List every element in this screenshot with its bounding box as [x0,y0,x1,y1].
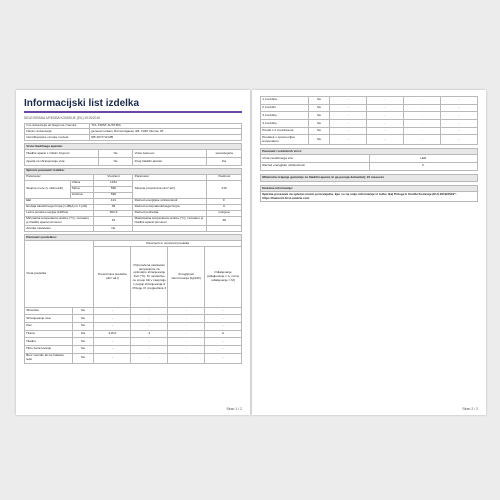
compartment-cell: - [404,127,441,135]
dim-label: Globina [70,192,94,198]
supplier-value: TCL FIRST AUSTRIA [90,123,242,129]
address-value: general contact, Romundgasse 3/8, 1030 Vienna, AT [90,129,242,135]
address-label: Naslov dobavitelja: [25,129,90,135]
cell: samostoječa [207,150,242,158]
compartment-present: Da [72,330,94,338]
section-appliance-type: Vrsta hladilnega aparata: [25,144,242,150]
param-row-label-2: Razred podnebja: [133,210,207,216]
compartment-present: Ne [308,135,330,145]
param-row-value-2 [207,226,242,232]
param-row-value-2: 38 [207,216,242,226]
cell: Aparat za shranjevanje vina: [25,158,99,166]
compartment-name: Hitro zamrzovanje [25,346,73,354]
compartment-col-header: Zmogljivost zamrzovanja (kg/24h) [168,247,205,307]
header-value: Vrednost [94,174,133,180]
compartment-present: Ne [308,97,330,105]
compartment-cell: - [441,120,478,128]
param-row-label: EEI [25,198,94,204]
compartment-cell: - [330,120,367,128]
header-value-2: Vrednost [207,174,242,180]
compartment-name: 1 zvezdica [261,97,309,105]
compartment-cell: - [441,104,478,112]
compartment-cell: - [367,104,404,112]
volume-value: 215 [207,180,242,198]
light-label: Razred energijske učinkovitosti [261,162,370,170]
additional-info-table [260,185,478,202]
compartment-type-header: Vrsta predelka [25,241,94,307]
compartment-cell: - [441,112,478,120]
compartment-cell: - [131,353,168,363]
compartment-cell: - [94,346,131,354]
compartments-table-continued [260,96,478,145]
param-row-value: 38 [94,204,133,210]
param-row-label-2: Maksimalna temperatura okolice (°C), za katero je hladilni aparat primeren [133,216,207,226]
compartment-cell: - [94,322,131,330]
compartment-cell: A [205,330,242,338]
compartment-cell: - [131,338,168,346]
dim-value: 596 [94,192,133,198]
model-label: Identifikacijska oznaka modela: [25,135,90,141]
compartment-cell: - [404,97,441,105]
compartment-cell: - [168,315,205,323]
document-title: Informacijski list izdelka [24,98,140,109]
additional-info-text: Spletna povezava na spletno mesto proizvajalca, kjer so na voljo informacije iz točke 4(a) Priloge k Uredbi Komisije (EU) 2019/2019*: https://www.tcl-first-austria.com [261,192,478,202]
cell: Drug hladilni aparat: [133,158,207,166]
compartment-cell: - [94,307,131,315]
compartment-cell: - [94,315,131,323]
section-compartments: Parametri predelkov: [25,235,242,241]
compartment-group-header: Parametri in vrednosti predelka [94,241,242,247]
compartment-cell: - [131,346,168,354]
supplier-label: Ime dobavitelja ali blagovna znamka: [25,123,90,129]
light-value: LED [369,155,478,163]
compartment-cell: 4 [131,330,168,338]
compartment-cell: - [404,104,441,112]
compartment-cell: - [441,135,478,145]
compartment-present: Ne [308,104,330,112]
param-row-label-2: Razred energijske učinkovitosti [133,198,207,204]
compartment-cell: - [205,353,242,363]
compartment-present: Ne [72,346,94,354]
compartment-col-header: Odtaljevanje (odtaljevanje = A, ročno odtaljevanje = M) [205,247,242,307]
document-page-1 [16,90,250,415]
compartment-cell: - [367,97,404,105]
warranty-table [260,174,478,183]
compartment-name: Shramba [25,307,73,315]
header-parameter: Parameter [25,174,94,180]
general-table [24,143,242,165]
compartment-cell: - [205,346,242,354]
volume-label: Skupna prostornina (dm³ ali l) [133,180,207,198]
supplier-table [24,123,242,142]
parameters-table [24,168,242,233]
compartment-cell: - [205,322,242,330]
compartment-cell: - [330,97,367,105]
cell: Da [207,158,242,166]
compartment-cell: - [404,112,441,120]
compartment-name: Hladno [25,338,73,346]
compartment-name: Predel s 2 zvezdicama [261,127,309,135]
dim-label: Širina [70,186,94,192]
compartment-cell: - [367,112,404,120]
page-number: Stran 2 / 2 [462,407,478,411]
compartment-cell: - [168,346,205,354]
param-row-label: Minimalna temperatura okolice (°C), za katero je hladilni aparat primeren [25,216,94,226]
dim-label: Višina [70,180,94,186]
compartment-name: 2 zvezdici [261,104,309,112]
compartment-col-header: Priporočena nastavitev temperature za optimalno shranjevanje živil (°C). Te nastavitve ne smejo biti v nasprotju s pogoji shranjevanja iz Priloge IV, preglednica 3 [131,247,168,307]
title-underline [24,111,242,113]
light-source-table [260,148,478,170]
compartment-cell: - [404,120,441,128]
cell: Hladilni aparat z nizkim hrupom: [25,150,99,158]
cell: Ne [98,150,133,158]
compartment-cell: - [131,307,168,315]
param-row-value: 362,9 [94,210,133,216]
compartment-cell: - [367,135,404,145]
compartment-cell: - [168,330,205,338]
document-subtitle: DELEGIRANA UREDBA KOMISIJE (EU) 2019/2016 [24,115,101,120]
param-row-value-2: C [207,204,242,210]
model-value: RB 267X W-MB [90,135,242,141]
cell: Vrsta zasnove: [133,150,207,158]
compartment-name: 4 zvezdice [261,120,309,128]
compartment-cell: - [131,315,168,323]
compartment-cell: - [330,127,367,135]
compartment-cell: - [330,112,367,120]
param-row-value-2: umirjeno [207,210,242,216]
param-row-value: Ne [94,226,133,232]
section-additional-info: Dodatne informacije: [261,186,478,192]
compartment-cell: - [441,127,478,135]
compartment-present: Ne [72,338,94,346]
compartment-cell: - [404,135,441,145]
dim-value: 1434 [94,180,133,186]
cell: Ne [98,158,133,166]
page-number: Stran 1 / 2 [226,407,242,411]
param-row-label-2 [133,226,207,232]
param-row-label: Zimska nastavitev [25,226,94,232]
section-general-parameters: Splošni parametri izdelka: [25,168,242,174]
section-light-source: Parametri svetlobnih virov: [261,149,478,155]
compartment-present: Ne [308,120,330,128]
compartment-present: Ne [72,322,94,330]
header-parameter-2: Parameter [133,174,207,180]
param-row-value: 16 [94,216,133,226]
compartment-present: Ne [72,315,94,323]
compartment-present: Ne [308,112,330,120]
compartment-cell: 215,0 [94,330,131,338]
compartment-cell: - [205,315,242,323]
dimensions-label: Skupne mere (v milimetrih) [25,180,71,198]
param-row-label-2: Razred emisij akustičnega hrupa [133,204,207,210]
param-row-value: 121 [94,198,133,204]
compartment-name: 3 zvezdice [261,112,309,120]
compartment-name: Hrana [25,330,73,338]
param-row-value-2: F [207,198,242,204]
compartments-table [24,234,242,363]
compartment-name: Brez zvezdic ali za izdelavo ledu [25,353,73,363]
compartment-cell: - [168,322,205,330]
compartment-cell: - [94,353,131,363]
warranty-text: Minimalno trajanje garancije za hladilni aparat, ki ga ponuja dobavitelj: 24 mesecev [261,174,478,182]
compartment-cell: - [330,135,367,145]
compartment-cell: - [205,307,242,315]
compartment-present: Ne [308,127,330,135]
compartment-name: Klet [25,322,73,330]
compartment-cell: - [330,104,367,112]
light-label: Vrsta svetlobnega vira [261,155,370,163]
param-row-label: Letna poraba energije (kWh/a) [25,210,94,216]
dim-value: 596 [94,186,133,192]
compartment-name: Predelek s spremenljivo temperaturo [261,135,309,145]
compartment-cell: - [367,120,404,128]
param-row-label: Emisija akustičnega hrupa (v dB(A) re 1 pW) [25,204,94,210]
compartment-present: Ne [72,353,94,363]
compartment-cell: - [367,127,404,135]
light-value: F [369,162,478,170]
compartment-present: Ne [72,307,94,315]
compartment-cell: - [94,338,131,346]
compartment-name: Shranjevanje vina [25,315,73,323]
compartment-col-header: Prostornina predelka (dm³ ali l) [94,247,131,307]
compartment-cell: - [131,322,168,330]
compartment-cell: - [205,338,242,346]
compartment-cell: - [168,307,205,315]
compartment-cell: - [168,338,205,346]
document-page-2 [252,90,486,415]
compartment-cell: - [441,97,478,105]
compartment-cell: - [168,353,205,363]
